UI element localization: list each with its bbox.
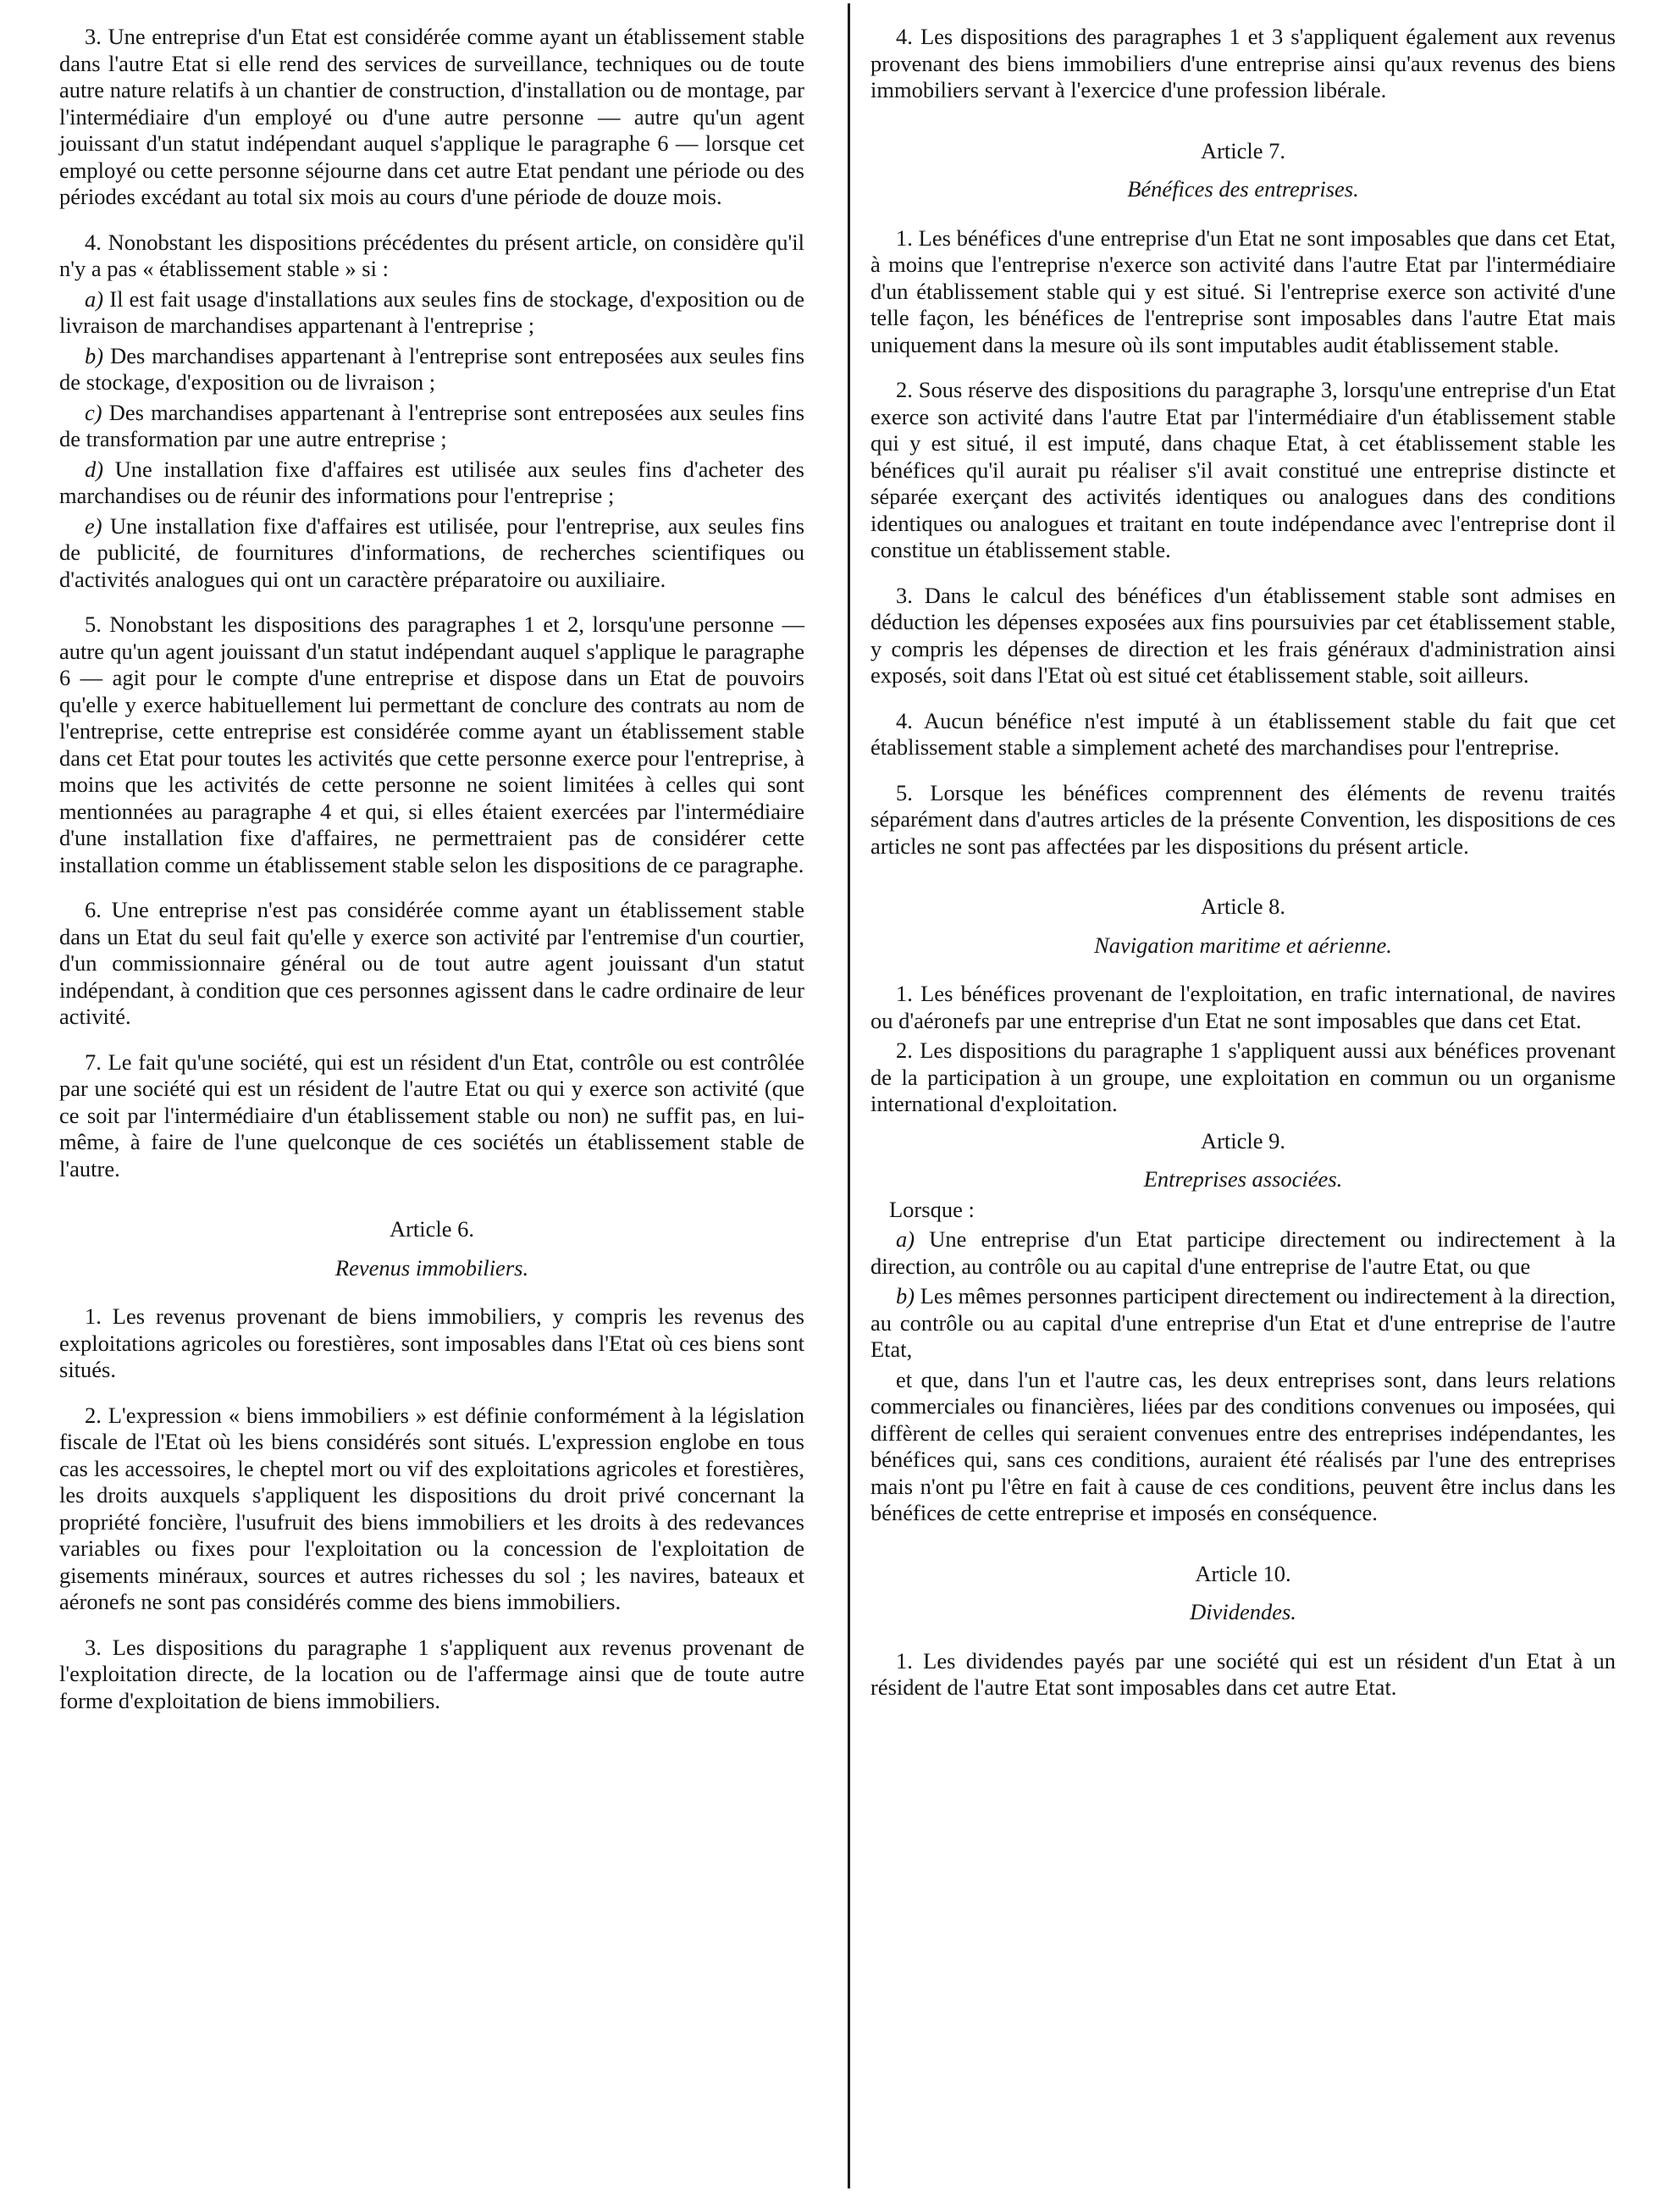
paragraph: 7. Le fait qu'une société, qui est un résident d'un Etat, contrôle ou est contrôlée par une société qui est un résident de l'autre Etat ou qui y exerce son activité (que ce soit par l'intermédiaire d'un établissement stable ou non) ne suffit pas, en lui-même, à faire de l'une quelconque de ces sociétés un établissement stable de l'autre. <box>59 1048 804 1181</box>
right-column <box>870 24 1616 1701</box>
item-letter: c) <box>85 399 102 425</box>
column-divider <box>848 3 850 2188</box>
item-text: Une entreprise d'un Etat participe directement ou indirectement à la direction, au contrôle ou au capital d'une entreprise de l'autre Etat, ou que <box>870 1226 1616 1279</box>
paragraph: 4. Aucun bénéfice n'est imputé à un établissement stable du fait que cet établissement stable a simplement acheté des marchandises pour l'entreprise. <box>870 707 1616 760</box>
item-letter: a) <box>85 285 104 312</box>
list-item <box>59 400 804 453</box>
item-text: Il est fait usage d'installations aux seules fins de stockage, d'exposition ou de livraison de marchandises appartenant à l'entreprise ; <box>59 285 805 338</box>
article-title: Article 6. <box>389 1216 475 1242</box>
list-item <box>59 343 804 396</box>
article-subtitle: Entreprises associées. <box>1143 1166 1343 1192</box>
item-letter: b) <box>85 342 104 368</box>
paragraph: 3. Les dispositions du paragraphe 1 s'appliquent aux revenus provenant de l'exploitation directe, de la location ou de l'affermage ainsi que de toute autre forme d'exploitation de biens immobiliers. <box>59 1634 804 1713</box>
paragraph: 1. Les revenus provenant de biens immobiliers, y compris les revenus des exploitations agricoles ou forestières, sont imposables dans l'Etat où ces biens sont situés. <box>59 1303 804 1382</box>
item-letter: e) <box>85 512 102 539</box>
paragraph: et que, dans l'un et l'autre cas, les deux entreprises sont, dans leurs relations commerciales ou financières, liées par des conditions convenues ou imposées, qui diffèrent de celles qui seraient convenues entre des entreprises indépendantes, les bénéfices qui, sans ces conditions, auraient été réalisés par l'une des entreprises mais n'ont pu l'être en fait à cause de ces conditions, peuvent être inclus dans les bénéfices de cette entreprise et imposés en conséquence. <box>870 1366 1616 1525</box>
item-letter: b) <box>896 1283 915 1309</box>
paragraph: 3. Une entreprise d'un Etat est considérée comme ayant un établissement stable dans l'autre Etat si elle rend des services de surveillance, techniques ou de toute autre nature relatifs à un chantier de construction, d'installation ou de montage, par l'intermédiaire d'un employé ou d'une autre personne — autre qu'un agent jouissant d'un statut indépendant auquel s'applique le paragraphe 6 — lorsque cet employé ou cette personne séjourne dans cet autre Etat pendant une période ou des périodes excédant au total six mois au cours d'une période de douze mois. <box>59 24 804 209</box>
item-text: Une installation fixe d'affaires est utilisée, pour l'entreprise, aux seules fins de publicité, de fournitures d'informations, de recherches scientifiques ou d'activités analogues qui ont un caractère préparatoire ou auxiliaire. <box>59 512 805 592</box>
left-column <box>59 24 804 1714</box>
paragraph: 1. Les bénéfices d'une entreprise d'un Etat ne sont imposables que dans cet Etat, à moins que l'entreprise n'exerce son activité dans l'autre Etat par l'intermédiaire d'un établissement stable qui y est situé. Si l'entreprise exerce son activité d'une telle façon, les bénéfices de l'entreprise sont imposables dans l'autre Etat mais uniquement dans la mesure où ils sont imputables audit établissement stable. <box>870 224 1616 357</box>
paragraph: 2. Sous réserve des dispositions du paragraphe 3, lorsqu'une entreprise d'un Etat exerce son activité dans l'autre Etat par l'intermédiaire d'un établissement stable qui y est situé, il est imputé, dans chaque Etat, à cet établissement stable les bénéfices qu'il aurait pu réaliser s'il avait constitué une entreprise distincte et séparée exerçant des activités identiques ou analogues dans des conditions identiques ou analogues et traitant en toute indépendance avec l'entreprise dont il constitue un établissement stable. <box>870 377 1616 562</box>
list-item <box>59 286 804 340</box>
paragraph: 5. Lorsque les bénéfices comprennent des éléments de revenu traités séparément dans d'autres articles de la présente Convention, les dispositions de ces articles ne sont pas affectées par les dispositions du présent article. <box>870 779 1616 859</box>
paragraph: Lorsque : <box>889 1196 975 1222</box>
paragraph: 4. Les dispositions des paragraphes 1 et 3 s'appliquent également aux revenus provenant des biens immobiliers d'une entreprise ainsi qu'aux revenus des biens immobiliers servant à l'exercice d'une profession libérale. <box>870 24 1616 102</box>
item-text: Les mêmes personnes participent directement ou indirectement à la direction, au contrôle ou au capital d'une entreprise d'un Etat et d'une entreprise de l'autre Etat, <box>870 1283 1616 1362</box>
paragraph: 6. Une entreprise n'est pas considérée comme ayant un établissement stable dans un Etat du seul fait qu'elle y exerce son activité par l'entremise d'un courtier, d'un commissionnaire général ou de tout autre agent jouissant d'un statut indépendant, à condition que ces personnes agissent dans le cadre ordinaire de leur activité. <box>59 897 804 1029</box>
article-subtitle: Bénéfices des entreprises. <box>1127 176 1359 202</box>
article-title: Article 8. <box>1200 894 1286 919</box>
article-subtitle: Revenus immobiliers. <box>334 1254 529 1281</box>
article-subtitle: Navigation maritime et aérienne. <box>1094 932 1392 958</box>
article-title: Article 7. <box>1200 137 1286 163</box>
article-title: Article 10. <box>1195 1560 1291 1586</box>
paragraph: 2. Les dispositions du paragraphe 1 s'appliquent aussi aux bénéfices provenant de la participation à un groupe, une exploitation en commun ou un organisme international d'exploitation. <box>870 1037 1616 1116</box>
paragraph: 1. Les bénéfices provenant de l'exploitation, en trafic international, de navires ou d'aéronefs par une entreprise d'un Etat ne sont imposables que dans cet Etat. <box>870 981 1616 1033</box>
item-text: Des marchandises appartenant à l'entreprise sont entreposées aux seules fins de stockage, d'exposition ou de livraison ; <box>59 342 805 395</box>
paragraph: 1. Les dividendes payés par une société qui est un résident d'un Etat à un résident de l'autre Etat sont imposables dans cet autre Etat. <box>870 1647 1616 1700</box>
item-text: Des marchandises appartenant à l'entreprise sont entreposées aux seules fins de transformation par une autre entreprise ; <box>59 399 805 451</box>
list-item <box>59 513 804 594</box>
item-letter: d) <box>85 456 104 482</box>
list-item <box>870 1226 1616 1280</box>
item-text: Une installation fixe d'affaires est utilisée aux seules fins d'acheter des marchandises ou de réunir des informations pour l'entreprise ; <box>59 456 804 508</box>
paragraph: 5. Nonobstant les dispositions des paragraphes 1 et 2, lorsqu'une personne — autre qu'un agent jouissant d'un statut indépendant auquel s'applique le paragraphe 6 — agit pour le compte d'une entreprise et dispose dans un Etat de pouvoirs qu'elle y exerce habituellement lui permettant de conclure des contrats au nom de l'entreprise, cette entreprise est considérée comme ayant un établissement stable dans cet Etat pour toutes les activités que cette personne exerce pour l'entreprise, à moins que les activités de cette personne ne soient limitées à celles qui sont mentionnées au paragraphe 4 et qui, si elles étaient exercées par l'intermédiaire d'une installation fixe d'affaires, ne permettraient pas de considérer cette installation comme un établissement stable selon les dispositions de ce paragraphe. <box>59 611 804 877</box>
list-item <box>59 456 804 510</box>
article-subtitle: Dividendes. <box>1190 1599 1296 1624</box>
paragraph: 3. Dans le calcul des bénéfices d'un établissement stable sont admises en déduction les dépenses exposées aux fins poursuivies par cet établissement stable, y compris les dépenses de direction et les frais généraux d'administration ainsi exposés, soit dans l'Etat où est situé cet établissement stable, soit ailleurs. <box>870 582 1616 688</box>
list-item <box>870 1283 1616 1364</box>
item-letter: a) <box>896 1226 915 1252</box>
article-title: Article 9. <box>1200 1127 1286 1154</box>
paragraph: 4. Nonobstant les dispositions précédentes du présent article, on considère qu'il n'y a pas « établissement stable » si : <box>59 229 804 281</box>
paragraph: 2. L'expression « biens immobiliers » est définie conformément à la législation fiscale de l'Etat où les biens considérés sont situés. L'expression englobe en tous cas les accessoires, le cheptel mort ou vif des exploitations agricoles et forestières, les droits auxquels s'appliquent les dispositions du droit privé concernant la propriété foncière, l'usufruit des biens immobiliers et les droits à des redevances variables ou fixes pour l'exploitation ou la concession de l'exploitation de gisements minéraux, sources et autres richesses du sol ; les navires, bateaux et aéronefs ne sont pas considérés comme des biens immobiliers. <box>59 1402 804 1614</box>
